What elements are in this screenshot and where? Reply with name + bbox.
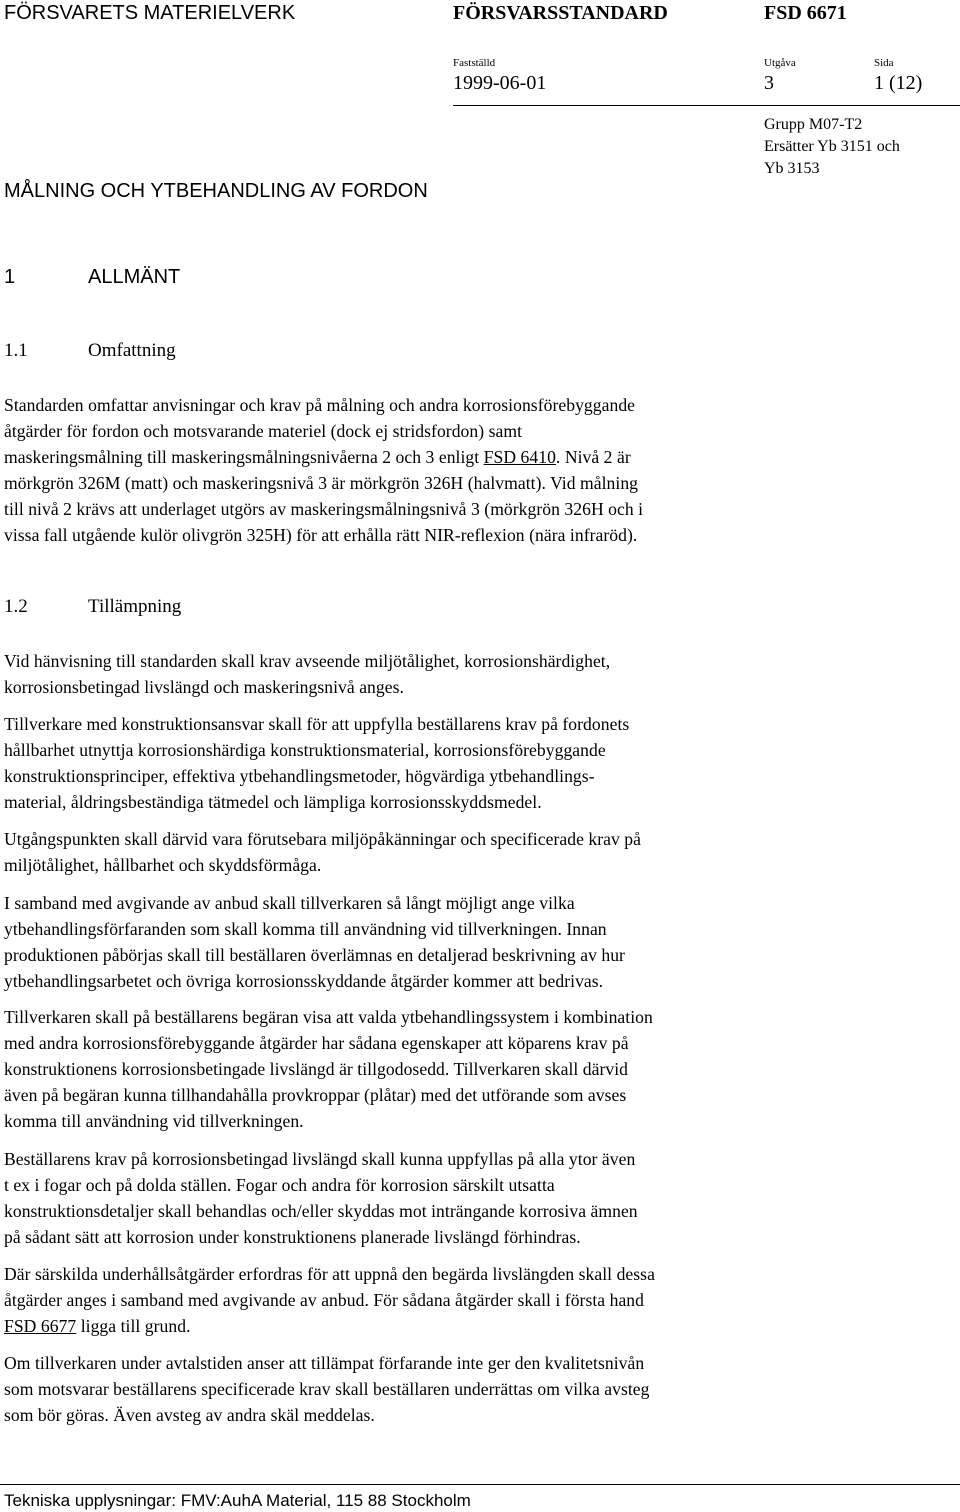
text-line: konstruktionsprinciper, effektiva ytbehandlingsmetoder, högvärdiga ytbehandlings- <box>4 766 595 786</box>
text-line: vissa fall utgående kulör olivgrön 325H) för att erhålla rätt NIR-reflexion (nära infraröd). <box>4 525 638 545</box>
text-line: Tillverkare med konstruktionsansvar skall för att uppfylla beställarens krav på fordonets <box>4 714 630 734</box>
paragraph-tender <box>4 890 804 994</box>
section-1-2-title: Tillämpning <box>88 596 182 617</box>
footer-divider <box>0 1484 960 1485</box>
text-line: komma till användning vid tillverkningen. <box>4 1111 304 1131</box>
paragraph-starting-point <box>4 826 804 878</box>
text-line: miljötålighet, hållbarhet och skyddsförmåga. <box>4 855 322 875</box>
fsd-6677-link[interactable]: FSD 6677 <box>4 1316 77 1336</box>
footer-contact: Tekniska upplysningar: FMV:AuhA Material, 115 88 Stockholm <box>4 1491 471 1510</box>
edition-number: 3 <box>764 72 774 94</box>
text-line: på sådant sätt att korrosion under konstruktionens planerade livslängd förhindras. <box>4 1227 581 1247</box>
text-line: som bör göras. Även avsteg av andra skäl meddelas. <box>4 1405 375 1425</box>
text-line: åtgärder anges i samband med avgivande av anbud. För sådana åtgärder skall i första hand <box>4 1290 644 1310</box>
text-line: hållbarhet utnyttja korrosionshärdiga konstruktionsmaterial, korrosionsförebyggande <box>4 740 606 760</box>
paragraph-lifetime <box>4 1146 804 1250</box>
group-line-3: Yb 3153 <box>764 160 820 177</box>
text-line: ytbehandlingsarbetet och övriga korrosionsskyddande åtgärder kommer att bedrivas. <box>4 971 604 991</box>
group-line-2: Ersätter Yb 3151 och <box>764 138 900 155</box>
text-line: som motsvarar beställarens specificerade krav skall beställaren underrättas om vilka avsteg <box>4 1379 650 1399</box>
org-name: FÖRSVARETS MATERIELVERK <box>4 2 296 24</box>
section-1-2-number: 1.2 <box>4 596 28 617</box>
text-line <box>4 1313 804 1339</box>
established-label: Fastställd <box>453 57 496 69</box>
section-1-1-number: 1.1 <box>4 340 28 361</box>
text-line: Tillverkaren skall på beställarens begäran visa att valda ytbehandlingssystem i kombination <box>4 1007 653 1027</box>
text-line: material, åldringsbeständiga tätmedel och lämpliga korrosionsskyddsmedel. <box>4 792 542 812</box>
paragraph-deviations <box>4 1350 804 1428</box>
text-line: konstruktionsdetaljer skall behandlas och/eller skyddas mot inträngande korrosiva ämnen <box>4 1201 638 1221</box>
paragraph-scope <box>4 392 804 548</box>
group-line-1: Grupp M07-T2 <box>764 116 863 133</box>
text-line: Standarden omfattar anvisningar och krav på målning och andra korrosionsförebyggande <box>4 395 636 415</box>
text-line: åtgärder för fordon och motsvarande materiel (dock ej stridsfordon) samt <box>4 421 523 441</box>
doc-id: FSD 6671 <box>764 2 847 24</box>
text-line: Beställarens krav på korrosionsbetingad livslängd skall kunna uppfyllas på alla ytor även <box>4 1149 636 1169</box>
section-1-1-title: Omfattning <box>88 340 176 361</box>
fsd-6410-link[interactable]: FSD 6410 <box>483 447 556 467</box>
text-line: korrosionsbetingad livslängd och maskeringsnivå anges. <box>4 677 404 697</box>
text-line: till nivå 2 krävs att underlaget utgörs av maskeringsmålningsnivå 3 (mörkgrön 326H och i <box>4 499 644 519</box>
text-line: I samband med avgivande av anbud skall tillverkaren så långt möjligt ange vilka <box>4 893 575 913</box>
text-line: konstruktionens korrosionsbetingade livslängd är tillgodosedd. Tillverkaren skall därvid <box>4 1059 629 1079</box>
text-line <box>4 444 804 470</box>
section-1-number: 1 <box>4 266 16 288</box>
document-title: MÅLNING OCH YTBEHANDLING AV FORDON <box>4 180 428 202</box>
paragraph-manufacturer-durability <box>4 711 804 815</box>
text-line: Där särskilda underhållsåtgärder erfordras för att uppnå den begärda livslängden skall dessa <box>4 1264 655 1284</box>
paragraph-reference <box>4 648 804 700</box>
paragraph-verification <box>4 1004 804 1134</box>
established-date: 1999-06-01 <box>453 72 547 94</box>
edition-label: Utgåva <box>764 57 796 69</box>
page-number: 1 (12) <box>874 72 923 94</box>
text-fragment: . Nivå 2 är <box>555 447 631 467</box>
text-line: med andra korrosionsförebyggande åtgärder har sådana egenskaper att köparens krav på <box>4 1033 629 1053</box>
text-line: mörkgrön 326M (matt) och maskeringsnivå 3 är mörkgrön 326H (halvmatt). Vid målning <box>4 473 639 493</box>
page-label: Sida <box>874 57 894 69</box>
text-fragment: ligga till grund. <box>76 1316 191 1336</box>
header-divider <box>453 105 960 106</box>
text-line: Om tillverkaren under avtalstiden anser att tillämpat förfarande inte ger den kvalitetsnivån <box>4 1353 645 1373</box>
text-line: ytbehandlingsförfaranden som skall komma till användning vid tillverkningen. Innan <box>4 919 607 939</box>
text-line: även på begäran kunna tillhandahålla provkroppar (plåtar) med det utförande som avses <box>4 1085 627 1105</box>
text-line: Vid hänvisning till standarden skall krav avseende miljötålighet, korrosionshärdighet, <box>4 651 611 671</box>
text-line: produktionen påbörjas skall till beställaren överlämnas en detaljerad beskrivning av hur <box>4 945 625 965</box>
group-info <box>764 114 954 180</box>
section-1-title: ALLMÄNT <box>88 266 181 288</box>
text-line: t ex i fogar och på dolda ställen. Fogar och andra för korrosion särskilt utsatta <box>4 1175 555 1195</box>
text-line: Utgångspunkten skall därvid vara förutsebara miljöpåkänningar och specificerade krav på <box>4 829 641 849</box>
paragraph-maintenance <box>4 1261 804 1339</box>
doc-type: FÖRSVARSSTANDARD <box>453 2 668 24</box>
text-fragment: maskeringsmålning till maskeringsmålningsnivåerna 2 och 3 enligt <box>4 447 484 467</box>
